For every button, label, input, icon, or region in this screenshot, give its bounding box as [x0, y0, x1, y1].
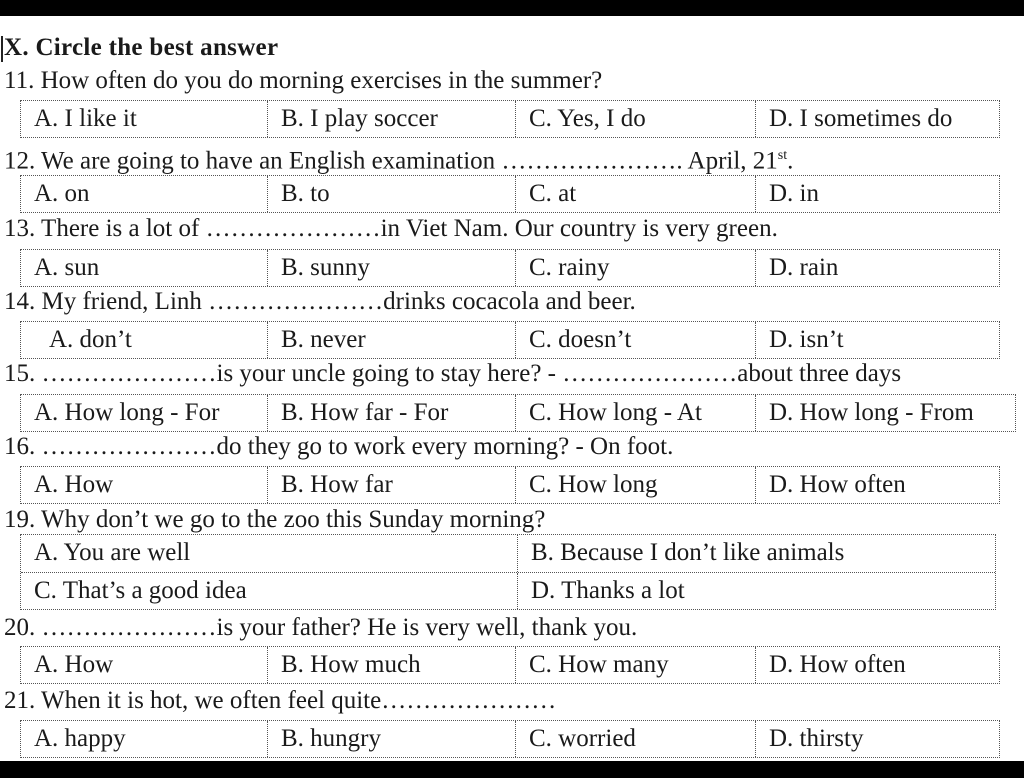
- option-20-d[interactable]: D. How often: [755, 647, 999, 683]
- option-19-c[interactable]: C. That’s a good idea: [34, 577, 247, 604]
- option-16-c[interactable]: C. How long: [515, 467, 755, 503]
- options-row-21: [20, 720, 1000, 758]
- section-heading: [4, 34, 278, 62]
- question-14: 14. My friend, Linh …………………drinks cocacola and beer.: [4, 288, 636, 315]
- option-21-a[interactable]: A. happy: [34, 725, 126, 752]
- options-row-16: [20, 466, 1000, 504]
- option-14-a[interactable]: A. don’t: [49, 326, 132, 353]
- option-16-d[interactable]: D. How often: [755, 467, 999, 503]
- options-row-14: [20, 321, 1000, 359]
- option-21-b[interactable]: B. hungry: [267, 721, 515, 757]
- option-14-d[interactable]: D. isn’t: [755, 322, 999, 358]
- option-19-a[interactable]: A. You are well: [34, 539, 191, 566]
- option-13-b[interactable]: B. sunny: [267, 250, 515, 286]
- option-16-a[interactable]: A. How: [34, 471, 114, 498]
- option-12-c[interactable]: C. at: [515, 176, 755, 212]
- option-13-d[interactable]: D. rain: [755, 250, 999, 286]
- question-11: 11. How often do you do morning exercises in the summer?: [4, 67, 603, 94]
- question-20: 20. …………………is your father? He is very well, thank you.: [4, 614, 638, 641]
- option-15-c[interactable]: C. How long - At: [515, 395, 755, 431]
- question-12: [4, 141, 793, 176]
- option-11-d[interactable]: D. I sometimes do: [755, 101, 999, 137]
- option-14-b[interactable]: B. never: [267, 322, 515, 358]
- option-11-c[interactable]: C. Yes, I do: [515, 101, 755, 137]
- option-11-a[interactable]: A. I like it: [34, 105, 137, 132]
- options-row-11: [20, 100, 1000, 138]
- section-heading-text: X. Circle the best answer: [4, 34, 279, 61]
- option-15-d[interactable]: D. How long - From: [755, 395, 1015, 431]
- options-row-12: [20, 175, 1000, 213]
- option-21-c[interactable]: C. worried: [515, 721, 755, 757]
- text-cursor: [1, 36, 3, 62]
- option-13-c[interactable]: C. rainy: [515, 250, 755, 286]
- options-row-20: [20, 646, 1000, 684]
- options-row-13: [20, 249, 1000, 287]
- question-13: 13. There is a lot of …………………in Viet Nam. Our country is very green.: [4, 215, 778, 242]
- question-19: 19. Why don’t we go to the zoo this Sunday morning?: [4, 506, 546, 533]
- option-19-b[interactable]: B. Because I don’t like animals: [517, 535, 995, 572]
- option-13-a[interactable]: A. sun: [34, 254, 100, 281]
- worksheet-page: [0, 16, 1024, 761]
- option-20-a[interactable]: A. How: [34, 651, 114, 678]
- question-15: 15. …………………is your uncle going to stay here? - …………………about three days: [4, 360, 902, 387]
- option-12-a[interactable]: A. on: [34, 180, 90, 207]
- options-row-19-top: [21, 535, 995, 572]
- option-12-b[interactable]: B. to: [267, 176, 515, 212]
- option-20-c[interactable]: C. How many: [515, 647, 755, 683]
- option-12-d[interactable]: D. in: [755, 176, 999, 212]
- option-15-b[interactable]: B. How far - For: [267, 395, 515, 431]
- option-20-b[interactable]: B. How much: [267, 647, 515, 683]
- options-grid-19: [20, 534, 996, 610]
- option-11-b[interactable]: B. I play soccer: [267, 101, 515, 137]
- option-16-b[interactable]: B. How far: [267, 467, 515, 503]
- options-row-15: [20, 394, 1016, 432]
- option-21-d[interactable]: D. thirsty: [755, 721, 999, 757]
- question-12-end: .: [787, 147, 794, 175]
- option-15-a[interactable]: A. How long - For: [34, 399, 220, 426]
- option-14-c[interactable]: C. doesn’t: [515, 322, 755, 358]
- question-16: 16. …………………do they go to work every morning? - On foot.: [4, 433, 674, 460]
- options-row-19-bottom: [21, 572, 995, 609]
- question-21: 21. When it is hot, we often feel quite…………………: [4, 687, 557, 714]
- question-12-text: 12. We are going to have an English examination …………………. April, 21: [4, 147, 778, 175]
- option-19-d[interactable]: D. Thanks a lot: [517, 573, 995, 609]
- question-12-superscript: st: [777, 148, 788, 163]
